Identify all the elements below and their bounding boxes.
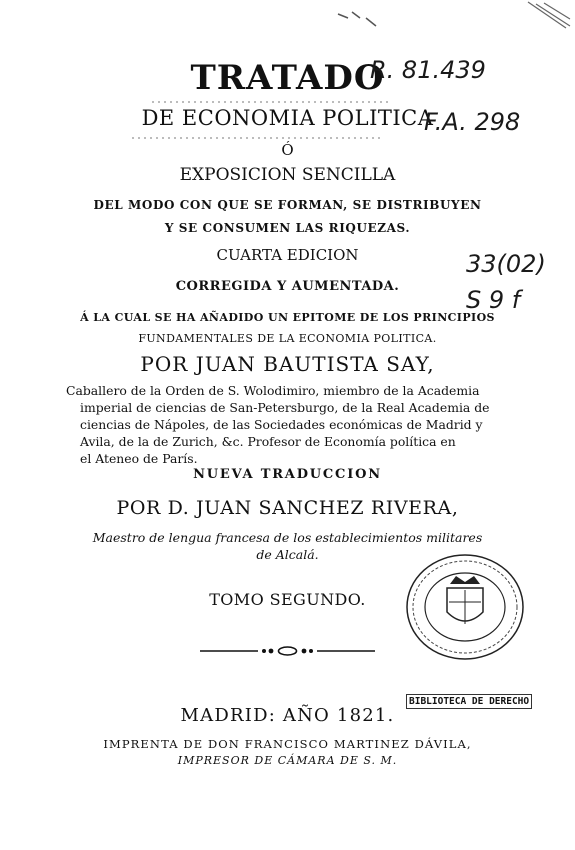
title-underline-rule (150, 101, 390, 103)
subtitle-underline-rule (130, 137, 380, 139)
margin-scratch-marks (330, 0, 575, 40)
credentials-line: el Ateneo de París. (80, 451, 198, 466)
title: TRATADO (190, 58, 385, 98)
corrected-augmented: CORREGIDA Y AUMENTADA. (175, 279, 400, 294)
printer: IMPRENTA DE DON FRANCISCO MARTINEZ DÁVILA, (103, 737, 472, 751)
author: POR JUAN BAUTISTA SAY, (140, 352, 435, 376)
added-line-1: Á LA CUAL SE HA AÑADIDO UN EPITOME DE LOS PRINCIPIOS (80, 311, 495, 324)
modo-line-2: Y SE CONSUMEN LAS RIQUEZAS. (164, 221, 411, 235)
library-seal-crest (400, 550, 530, 665)
library-stamp-text: BIBLIOTECA DE DERECHO (406, 694, 532, 709)
credentials-line: Avila, de la de Zurich, &c. Profesor de Economía política en (80, 434, 456, 449)
credentials-line: imperial de ciencias de San-Petersburgo, de la Real Academia de (80, 400, 490, 415)
ornamental-divider (200, 644, 375, 658)
handwritten-shelfmark-1: R. 81.439 (370, 56, 486, 84)
translator: POR D. JUAN SANCHEZ RIVERA, (116, 497, 459, 519)
volume: TOMO SEGUNDO. (209, 590, 366, 609)
subtitle: DE ECONOMIA POLITICA (141, 106, 434, 130)
translator-role-line-2: de Alcalá. (256, 547, 319, 562)
handwritten-number-2: S 9 f (466, 286, 521, 314)
new-translation: NUEVA TRADUCCION (193, 467, 382, 482)
credentials-line: ciencias de Nápoles, de las Sociedades económicas de Madrid y (80, 417, 483, 432)
conjunction: Ó (281, 141, 294, 159)
credentials-line: Caballero de la Orden de S. Wolodimiro, miembro de la Academia (66, 383, 480, 398)
edition: CUARTA EDICION (216, 246, 359, 264)
added-line-2: FUNDAMENTALES DE LA ECONOMIA POLITICA. (138, 332, 437, 345)
handwritten-shelfmark-2: F.A. 298 (424, 108, 521, 136)
printer-role: IMPRESOR DE CÁMARA DE S. M. (177, 754, 398, 767)
translator-role-line-1: Maestro de lengua francesa de los establecimientos militares (92, 530, 483, 545)
author-credentials (66, 382, 511, 467)
handwritten-number-1: 33(02) (466, 250, 546, 278)
imprint-place-year: MADRID: AÑO 1821. (180, 705, 395, 726)
exposition-heading: EXPOSICION SENCILLA (179, 165, 396, 185)
modo-line-1: DEL MODO CON QUE SE FORMAN, SE DISTRIBUYEN (93, 198, 482, 212)
